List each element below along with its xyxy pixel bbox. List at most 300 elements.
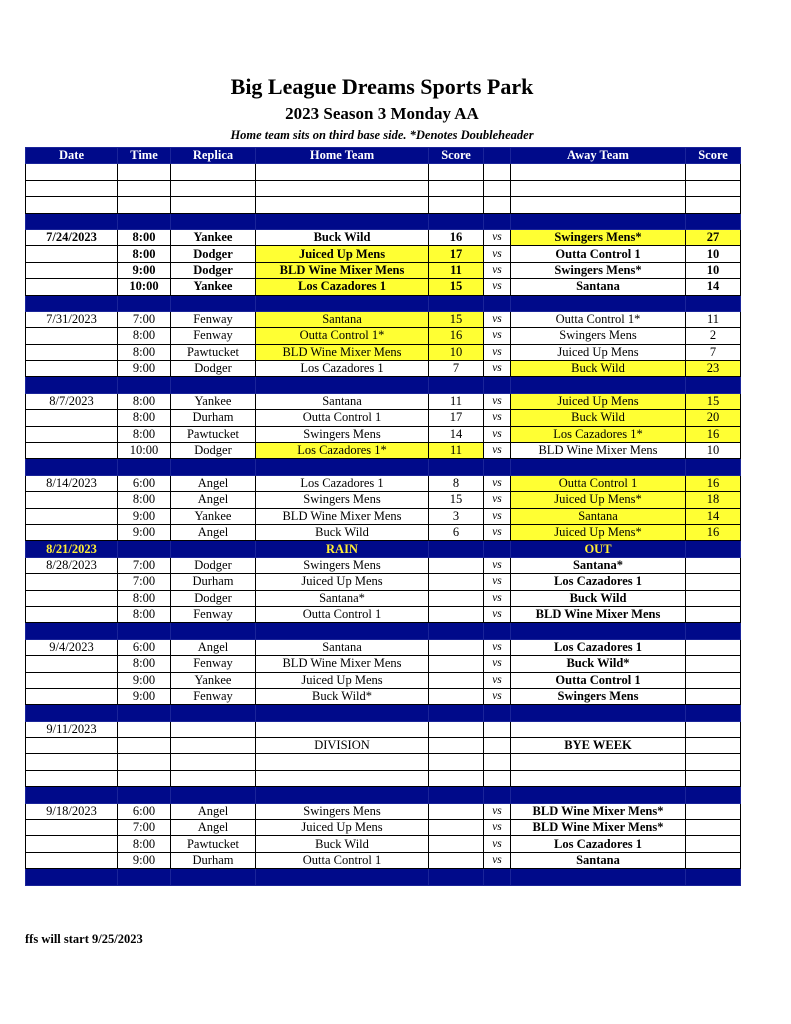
vs-cell bbox=[484, 754, 511, 770]
date-cell bbox=[26, 820, 118, 836]
home-team-cell bbox=[256, 869, 429, 885]
away-score-cell bbox=[686, 574, 741, 590]
table-row bbox=[26, 229, 741, 245]
away-team-cell: Los Cazadores 1 bbox=[511, 574, 686, 590]
date-cell bbox=[26, 672, 118, 688]
away-team-cell bbox=[511, 705, 686, 721]
away-team-cell: Buck Wild bbox=[511, 590, 686, 606]
season-subtitle: 2023 Season 3 Monday AA bbox=[285, 104, 479, 123]
table-row bbox=[26, 606, 741, 622]
away-score-cell bbox=[686, 869, 741, 885]
date-cell bbox=[26, 279, 118, 295]
away-score-cell bbox=[686, 541, 741, 557]
date-cell: 7/24/2023 bbox=[26, 229, 118, 245]
date-cell bbox=[26, 344, 118, 360]
table-row bbox=[26, 262, 741, 278]
home-team-cell bbox=[256, 705, 429, 721]
vs-cell bbox=[484, 180, 511, 196]
replica-cell: Pawtucket bbox=[171, 344, 256, 360]
home-score-cell bbox=[429, 377, 484, 393]
away-team-cell: Outta Control 1 bbox=[511, 246, 686, 262]
away-team-cell: Buck Wild bbox=[511, 410, 686, 426]
away-team-cell bbox=[511, 377, 686, 393]
away-team-cell: Buck Wild bbox=[511, 361, 686, 377]
home-score-cell bbox=[429, 803, 484, 819]
home-team-cell: Los Cazadores 1 bbox=[256, 361, 429, 377]
table-row bbox=[26, 852, 741, 868]
vs-cell bbox=[484, 213, 511, 229]
date-cell bbox=[26, 787, 118, 803]
vs-cell bbox=[484, 295, 511, 311]
away-team-cell: Outta Control 1 bbox=[511, 475, 686, 491]
home-score-cell bbox=[429, 770, 484, 786]
separator-row bbox=[26, 295, 741, 311]
page-title: Big League Dreams Sports Park bbox=[230, 74, 534, 99]
home-score-cell: 11 bbox=[429, 393, 484, 409]
home-score-cell bbox=[429, 164, 484, 180]
replica-cell: Fenway bbox=[171, 688, 256, 704]
away-score-cell bbox=[686, 377, 741, 393]
vs-cell: vs bbox=[484, 262, 511, 278]
away-score-cell bbox=[686, 639, 741, 655]
date-cell bbox=[26, 459, 118, 475]
home-score-cell bbox=[429, 672, 484, 688]
away-score-cell bbox=[686, 738, 741, 754]
home-score-cell bbox=[429, 180, 484, 196]
replica-cell: Yankee bbox=[171, 508, 256, 524]
date-cell bbox=[26, 852, 118, 868]
home-team-cell bbox=[256, 197, 429, 213]
home-score-cell bbox=[429, 656, 484, 672]
table-row bbox=[26, 508, 741, 524]
away-team-cell: Juiced Up Mens bbox=[511, 393, 686, 409]
home-team-cell: Buck Wild bbox=[256, 524, 429, 540]
home-team-cell: DIVISION bbox=[256, 738, 429, 754]
away-team-cell: OUT bbox=[511, 541, 686, 557]
table-row bbox=[26, 590, 741, 606]
vs-cell bbox=[484, 164, 511, 180]
home-team-cell: Juiced Up Mens bbox=[256, 246, 429, 262]
away-team-cell: Santana bbox=[511, 279, 686, 295]
replica-cell bbox=[171, 197, 256, 213]
time-cell: 6:00 bbox=[118, 475, 171, 491]
time-cell: 9:00 bbox=[118, 672, 171, 688]
away-score-cell bbox=[686, 852, 741, 868]
separator-row bbox=[26, 459, 741, 475]
away-team-cell: Los Cazadores 1 bbox=[511, 836, 686, 852]
away-team-cell: Swingers Mens* bbox=[511, 262, 686, 278]
date-cell bbox=[26, 443, 118, 459]
col-away-team: Away Team bbox=[511, 148, 686, 164]
time-cell: 8:00 bbox=[118, 229, 171, 245]
away-team-cell bbox=[511, 754, 686, 770]
time-cell: 8:00 bbox=[118, 606, 171, 622]
away-team-cell: BLD Wine Mixer Mens* bbox=[511, 820, 686, 836]
replica-cell: Dodger bbox=[171, 443, 256, 459]
away-team-cell: Juiced Up Mens* bbox=[511, 524, 686, 540]
time-cell: 9:00 bbox=[118, 524, 171, 540]
replica-cell bbox=[171, 377, 256, 393]
replica-cell: Dodger bbox=[171, 246, 256, 262]
replica-cell: Fenway bbox=[171, 606, 256, 622]
vs-cell bbox=[484, 787, 511, 803]
replica-cell: Angel bbox=[171, 524, 256, 540]
vs-cell: vs bbox=[484, 508, 511, 524]
home-team-cell: Outta Control 1 bbox=[256, 606, 429, 622]
time-cell bbox=[118, 295, 171, 311]
date-cell bbox=[26, 197, 118, 213]
table-row bbox=[26, 836, 741, 852]
vs-cell: vs bbox=[484, 557, 511, 573]
away-score-cell bbox=[686, 820, 741, 836]
vs-cell bbox=[484, 721, 511, 737]
time-cell bbox=[118, 180, 171, 196]
home-score-cell: 14 bbox=[429, 426, 484, 442]
away-score-cell bbox=[686, 770, 741, 786]
home-team-cell: BLD Wine Mixer Mens bbox=[256, 344, 429, 360]
date-cell bbox=[26, 164, 118, 180]
date-cell: 9/11/2023 bbox=[26, 721, 118, 737]
date-cell bbox=[26, 574, 118, 590]
vs-cell bbox=[484, 197, 511, 213]
table-row bbox=[26, 803, 741, 819]
replica-cell: Dodger bbox=[171, 557, 256, 573]
date-cell bbox=[26, 836, 118, 852]
away-score-cell bbox=[686, 197, 741, 213]
time-cell: 10:00 bbox=[118, 279, 171, 295]
vs-cell: vs bbox=[484, 672, 511, 688]
home-team-cell: Santana* bbox=[256, 590, 429, 606]
time-cell: 9:00 bbox=[118, 361, 171, 377]
vs-cell bbox=[484, 541, 511, 557]
vs-cell: vs bbox=[484, 590, 511, 606]
away-score-cell bbox=[686, 180, 741, 196]
replica-cell: Yankee bbox=[171, 229, 256, 245]
home-team-cell bbox=[256, 721, 429, 737]
home-score-cell bbox=[429, 590, 484, 606]
home-team-cell bbox=[256, 377, 429, 393]
home-team-cell: Outta Control 1* bbox=[256, 328, 429, 344]
table-row bbox=[26, 639, 741, 655]
away-score-cell bbox=[686, 590, 741, 606]
date-cell: 9/4/2023 bbox=[26, 639, 118, 655]
vs-cell: vs bbox=[484, 524, 511, 540]
home-score-cell bbox=[429, 869, 484, 885]
home-team-cell: Buck Wild bbox=[256, 836, 429, 852]
time-cell: 8:00 bbox=[118, 410, 171, 426]
vs-cell: vs bbox=[484, 279, 511, 295]
home-score-cell: 16 bbox=[429, 229, 484, 245]
time-cell bbox=[118, 770, 171, 786]
time-cell: 8:00 bbox=[118, 492, 171, 508]
home-score-cell bbox=[429, 787, 484, 803]
time-cell: 8:00 bbox=[118, 393, 171, 409]
away-score-cell: 16 bbox=[686, 524, 741, 540]
table-row bbox=[26, 574, 741, 590]
replica-cell bbox=[171, 213, 256, 229]
replica-cell: Dodger bbox=[171, 590, 256, 606]
home-score-cell bbox=[429, 557, 484, 573]
home-team-cell bbox=[256, 770, 429, 786]
away-score-cell bbox=[686, 656, 741, 672]
date-cell bbox=[26, 656, 118, 672]
replica-cell bbox=[171, 754, 256, 770]
away-score-cell: 11 bbox=[686, 311, 741, 327]
away-team-cell: Santana bbox=[511, 852, 686, 868]
time-cell bbox=[118, 738, 171, 754]
separator-row bbox=[26, 623, 741, 639]
time-cell bbox=[118, 869, 171, 885]
table-row bbox=[26, 820, 741, 836]
home-score-cell: 11 bbox=[429, 443, 484, 459]
replica-cell: Dodger bbox=[171, 361, 256, 377]
away-team-cell: BLD Wine Mixer Mens bbox=[511, 606, 686, 622]
vs-cell: vs bbox=[484, 344, 511, 360]
away-score-cell bbox=[686, 787, 741, 803]
away-team-cell bbox=[511, 459, 686, 475]
home-team-cell bbox=[256, 295, 429, 311]
replica-cell: Angel bbox=[171, 492, 256, 508]
away-team-cell: Outta Control 1 bbox=[511, 672, 686, 688]
table-row bbox=[26, 524, 741, 540]
home-team-cell: Santana bbox=[256, 311, 429, 327]
home-team-cell bbox=[256, 164, 429, 180]
home-team-cell: Outta Control 1 bbox=[256, 852, 429, 868]
away-score-cell bbox=[686, 754, 741, 770]
date-cell bbox=[26, 754, 118, 770]
time-cell bbox=[118, 705, 171, 721]
home-score-cell bbox=[429, 213, 484, 229]
home-score-cell bbox=[429, 836, 484, 852]
time-cell: 7:00 bbox=[118, 557, 171, 573]
separator-row bbox=[26, 787, 741, 803]
replica-cell bbox=[171, 295, 256, 311]
vs-cell: vs bbox=[484, 393, 511, 409]
date-cell bbox=[26, 770, 118, 786]
date-cell bbox=[26, 738, 118, 754]
vs-cell bbox=[484, 459, 511, 475]
separator-row bbox=[26, 377, 741, 393]
away-team-cell bbox=[511, 787, 686, 803]
away-score-cell: 14 bbox=[686, 279, 741, 295]
home-team-cell: BLD Wine Mixer Mens bbox=[256, 656, 429, 672]
time-cell: 7:00 bbox=[118, 311, 171, 327]
home-score-cell bbox=[429, 295, 484, 311]
date-cell: 9/18/2023 bbox=[26, 803, 118, 819]
time-cell bbox=[118, 754, 171, 770]
col-away-score: Score bbox=[686, 148, 741, 164]
away-score-cell bbox=[686, 705, 741, 721]
date-cell bbox=[26, 246, 118, 262]
away-team-cell bbox=[511, 164, 686, 180]
time-cell: 6:00 bbox=[118, 803, 171, 819]
table-row bbox=[26, 557, 741, 573]
away-score-cell bbox=[686, 672, 741, 688]
time-cell: 10:00 bbox=[118, 443, 171, 459]
away-team-cell: Santana bbox=[511, 508, 686, 524]
away-team-cell bbox=[511, 721, 686, 737]
date-cell bbox=[26, 410, 118, 426]
away-team-cell: Los Cazadores 1* bbox=[511, 426, 686, 442]
date-cell: 8/14/2023 bbox=[26, 475, 118, 491]
home-team-cell bbox=[256, 180, 429, 196]
vs-cell: vs bbox=[484, 820, 511, 836]
home-team-cell: Santana bbox=[256, 639, 429, 655]
home-score-cell: 8 bbox=[429, 475, 484, 491]
away-team-cell bbox=[511, 770, 686, 786]
blank-row bbox=[26, 180, 741, 196]
date-cell: 8/28/2023 bbox=[26, 557, 118, 573]
home-score-cell bbox=[429, 574, 484, 590]
table-row bbox=[26, 246, 741, 262]
away-score-cell bbox=[686, 295, 741, 311]
replica-cell bbox=[171, 541, 256, 557]
home-team-cell bbox=[256, 754, 429, 770]
vs-cell bbox=[484, 705, 511, 721]
away-score-cell bbox=[686, 213, 741, 229]
away-team-cell: BLD Wine Mixer Mens bbox=[511, 443, 686, 459]
vs-cell: vs bbox=[484, 656, 511, 672]
blank-row bbox=[26, 754, 741, 770]
away-score-cell bbox=[686, 836, 741, 852]
table-row bbox=[26, 475, 741, 491]
vs-cell bbox=[484, 869, 511, 885]
home-score-cell: 15 bbox=[429, 311, 484, 327]
home-score-cell: 15 bbox=[429, 492, 484, 508]
away-score-cell bbox=[686, 623, 741, 639]
replica-cell bbox=[171, 623, 256, 639]
away-team-cell: Buck Wild* bbox=[511, 656, 686, 672]
time-cell bbox=[118, 787, 171, 803]
away-score-cell bbox=[686, 164, 741, 180]
home-score-cell bbox=[429, 623, 484, 639]
away-score-cell: 10 bbox=[686, 246, 741, 262]
home-team-cell: Swingers Mens bbox=[256, 426, 429, 442]
vs-cell: vs bbox=[484, 426, 511, 442]
col-time: Time bbox=[118, 148, 171, 164]
vs-cell: vs bbox=[484, 852, 511, 868]
col-home-team: Home Team bbox=[256, 148, 429, 164]
replica-cell bbox=[171, 738, 256, 754]
date-cell bbox=[26, 508, 118, 524]
away-team-cell bbox=[511, 869, 686, 885]
vs-cell: vs bbox=[484, 361, 511, 377]
date-cell bbox=[26, 180, 118, 196]
time-cell bbox=[118, 213, 171, 229]
time-cell bbox=[118, 541, 171, 557]
home-score-cell: 17 bbox=[429, 246, 484, 262]
blank-row bbox=[26, 770, 741, 786]
away-score-cell: 27 bbox=[686, 229, 741, 245]
replica-cell bbox=[171, 721, 256, 737]
home-score-cell: 3 bbox=[429, 508, 484, 524]
date-cell bbox=[26, 688, 118, 704]
away-score-cell: 16 bbox=[686, 475, 741, 491]
replica-cell bbox=[171, 180, 256, 196]
vs-cell: vs bbox=[484, 443, 511, 459]
home-score-cell: 16 bbox=[429, 328, 484, 344]
table-row bbox=[26, 492, 741, 508]
away-team-cell bbox=[511, 295, 686, 311]
away-team-cell bbox=[511, 180, 686, 196]
col-replica: Replica bbox=[171, 148, 256, 164]
away-team-cell bbox=[511, 623, 686, 639]
vs-cell bbox=[484, 738, 511, 754]
replica-cell: Angel bbox=[171, 475, 256, 491]
vs-cell: vs bbox=[484, 492, 511, 508]
table-row bbox=[26, 361, 741, 377]
away-team-cell: BLD Wine Mixer Mens* bbox=[511, 803, 686, 819]
col-home-score: Score bbox=[429, 148, 484, 164]
away-score-cell: 15 bbox=[686, 393, 741, 409]
schedule-note: Home team sits on third base side. *Denotes Doubleheader bbox=[230, 128, 534, 142]
replica-cell: Pawtucket bbox=[171, 426, 256, 442]
date-cell bbox=[26, 623, 118, 639]
time-cell: 9:00 bbox=[118, 262, 171, 278]
away-score-cell bbox=[686, 557, 741, 573]
home-team-cell: Juiced Up Mens bbox=[256, 672, 429, 688]
date-cell bbox=[26, 705, 118, 721]
date-cell bbox=[26, 262, 118, 278]
time-cell bbox=[118, 164, 171, 180]
home-team-cell bbox=[256, 459, 429, 475]
away-score-cell bbox=[686, 803, 741, 819]
replica-cell: Fenway bbox=[171, 656, 256, 672]
away-team-cell: Santana* bbox=[511, 557, 686, 573]
date-cell bbox=[26, 361, 118, 377]
home-score-cell: 6 bbox=[429, 524, 484, 540]
time-cell: 8:00 bbox=[118, 328, 171, 344]
home-score-cell: 11 bbox=[429, 262, 484, 278]
home-score-cell: 17 bbox=[429, 410, 484, 426]
vs-cell: vs bbox=[484, 803, 511, 819]
time-cell bbox=[118, 459, 171, 475]
home-team-cell: BLD Wine Mixer Mens bbox=[256, 262, 429, 278]
home-score-cell bbox=[429, 197, 484, 213]
home-score-cell bbox=[429, 754, 484, 770]
replica-cell bbox=[171, 787, 256, 803]
date-cell bbox=[26, 377, 118, 393]
vs-cell bbox=[484, 623, 511, 639]
away-team-cell bbox=[511, 213, 686, 229]
date-cell bbox=[26, 590, 118, 606]
away-score-cell bbox=[686, 721, 741, 737]
home-team-cell: Los Cazadores 1 bbox=[256, 279, 429, 295]
col-date: Date bbox=[26, 148, 118, 164]
home-team-cell bbox=[256, 787, 429, 803]
separator-row bbox=[26, 705, 741, 721]
date-cell: 7/31/2023 bbox=[26, 311, 118, 327]
replica-cell bbox=[171, 770, 256, 786]
replica-cell: Angel bbox=[171, 820, 256, 836]
time-cell: 9:00 bbox=[118, 852, 171, 868]
away-score-cell: 23 bbox=[686, 361, 741, 377]
away-score-cell: 7 bbox=[686, 344, 741, 360]
time-cell: 9:00 bbox=[118, 508, 171, 524]
vs-cell bbox=[484, 770, 511, 786]
separator-row bbox=[26, 213, 741, 229]
replica-cell: Yankee bbox=[171, 393, 256, 409]
date-cell bbox=[26, 213, 118, 229]
home-score-cell bbox=[429, 820, 484, 836]
away-team-cell: Juiced Up Mens* bbox=[511, 492, 686, 508]
time-cell: 8:00 bbox=[118, 836, 171, 852]
away-team-cell: Juiced Up Mens bbox=[511, 344, 686, 360]
home-score-cell: 7 bbox=[429, 361, 484, 377]
time-cell: 9:00 bbox=[118, 688, 171, 704]
blank-row bbox=[26, 197, 741, 213]
table-row bbox=[26, 688, 741, 704]
